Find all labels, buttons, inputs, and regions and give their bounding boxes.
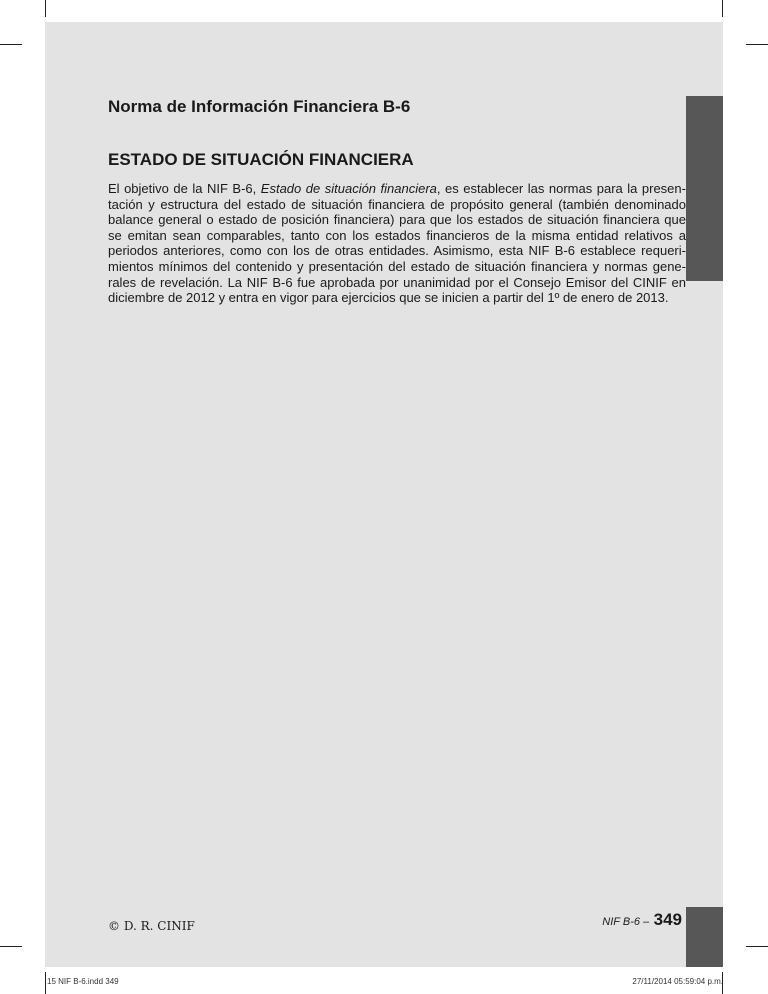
crop-mark: [0, 44, 22, 45]
body-paragraph: [108, 181, 686, 306]
page-number-tab: [686, 907, 723, 967]
italic-term: Estado de situación financiera: [260, 181, 437, 196]
copyright-notice: © D. R. CINIF: [108, 919, 195, 933]
section-tab: [686, 96, 723, 281]
crop-mark: [746, 946, 768, 947]
crop-mark: [45, 972, 46, 994]
page-footer-number: [602, 910, 682, 930]
crop-mark: [45, 0, 46, 17]
paragraph-text-start: El objetivo de la NIF B-6,: [108, 181, 261, 196]
section-header: Norma de Información Financiera B-6: [108, 97, 411, 116]
paragraph-text-rest: , es establecer las normas para la presentación y estructura del estado de situación financiera de propósito general (también denominado balance general o estado de posición financiera) para que los estados de situación financiera que se emitan sean comparables, tanto con los estados financieros de la misma entidad relativos a periodos anteriores, como con los de otras entidades. Asimismo, esta NIF B-6 establece requerimientos mínimos del contenido y presentación del estado de situación financiera y normas generales de revelación. La NIF B-6 fue aprobada por unanimidad por el Consejo Emisor del CINIF en diciembre de 2012 y entra en vigor para ejercicios que se inicien a partir del 1º de enero de 2013.: [108, 181, 686, 306]
page-number: 349: [653, 910, 682, 929]
crop-mark: [722, 0, 723, 17]
slug-timestamp: 27/11/2014 05:59:04 p.m.: [632, 977, 723, 986]
slug-filename: 15 NIF B-6.indd 349: [47, 977, 119, 986]
crop-mark: [0, 946, 22, 947]
page-label: NIF B-6 –: [602, 916, 650, 928]
crop-mark: [746, 44, 768, 45]
page-title: ESTADO DE SITUACIÓN FINANCIERA: [108, 150, 414, 169]
